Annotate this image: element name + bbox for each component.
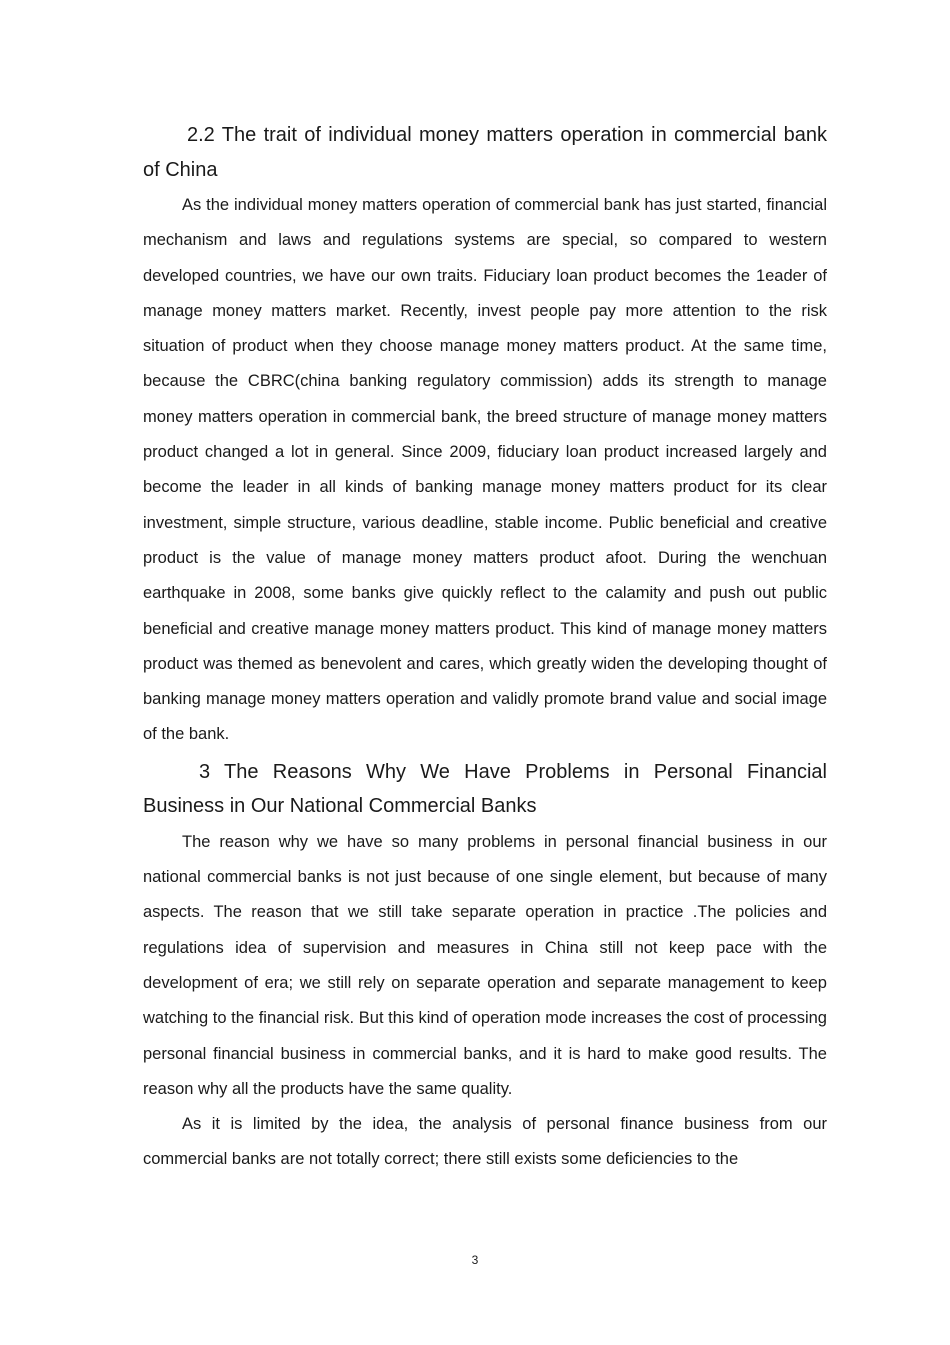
page-number: 3 [471, 1253, 479, 1267]
section-heading-2-2: 2.2 The trait of individual money matters operation in commercial bank of China [143, 124, 827, 181]
paragraph-limited-idea: As it is limited by the idea, the analysis of personal finance business from our commercial banks are not totally correct; there still exists some deficiencies to the [143, 1115, 827, 1169]
document-page [143, 118, 827, 1178]
section-heading-3: 3 The Reasons Why We Have Problems in Personal Financial Business in Our National Commercial Banks [143, 760, 827, 818]
paragraph-reasons: The reason why we have so many problems in personal financial business in our national commercial banks is not just because of one single element, but because of many aspects. The reason that we still take separate operation in practice .The policies and regulations idea of supervision and measures in China still not keep pace with the development of era; we still rely on separate operation and separate management to keep watching to the financial risk. But this kind of operation mode increases the cost of processing personal financial business in commercial banks, and it is hard to make good results. The reason why all the products have the same quality. [143, 832, 827, 1098]
paragraph-traits: As the individual money matters operation of commercial bank has just started, financial mechanism and laws and regulations systems are special, so compared to western developed countries, we have our own traits. Fiduciary loan product becomes the 1eader of manage money matters market. Recently, invest people pay more attention to the risk situation of product when they choose manage money matters product. At the same time, because the CBRC(china banking regulatory commission) adds its strength to manage money matters operation in commercial bank, the breed structure of manage money matters product changed a lot in general. Since 2009, fiduciary loan product increased largely and become the leader in all kinds of banking manage money matters product for its clear investment, simple structure, various deadline, stable income. Public beneficial and creative product is the value of manage money matters product afoot. During the wenchuan earthquake in 2008, some banks give quickly reflect to the calamity and push out public beneficial and creative manage money matters product. This kind of manage money matters product was themed as benevolent and cares, which greatly widen the developing thought of banking manage money matters operation and validly promote brand value and social image of the bank. [143, 196, 827, 744]
